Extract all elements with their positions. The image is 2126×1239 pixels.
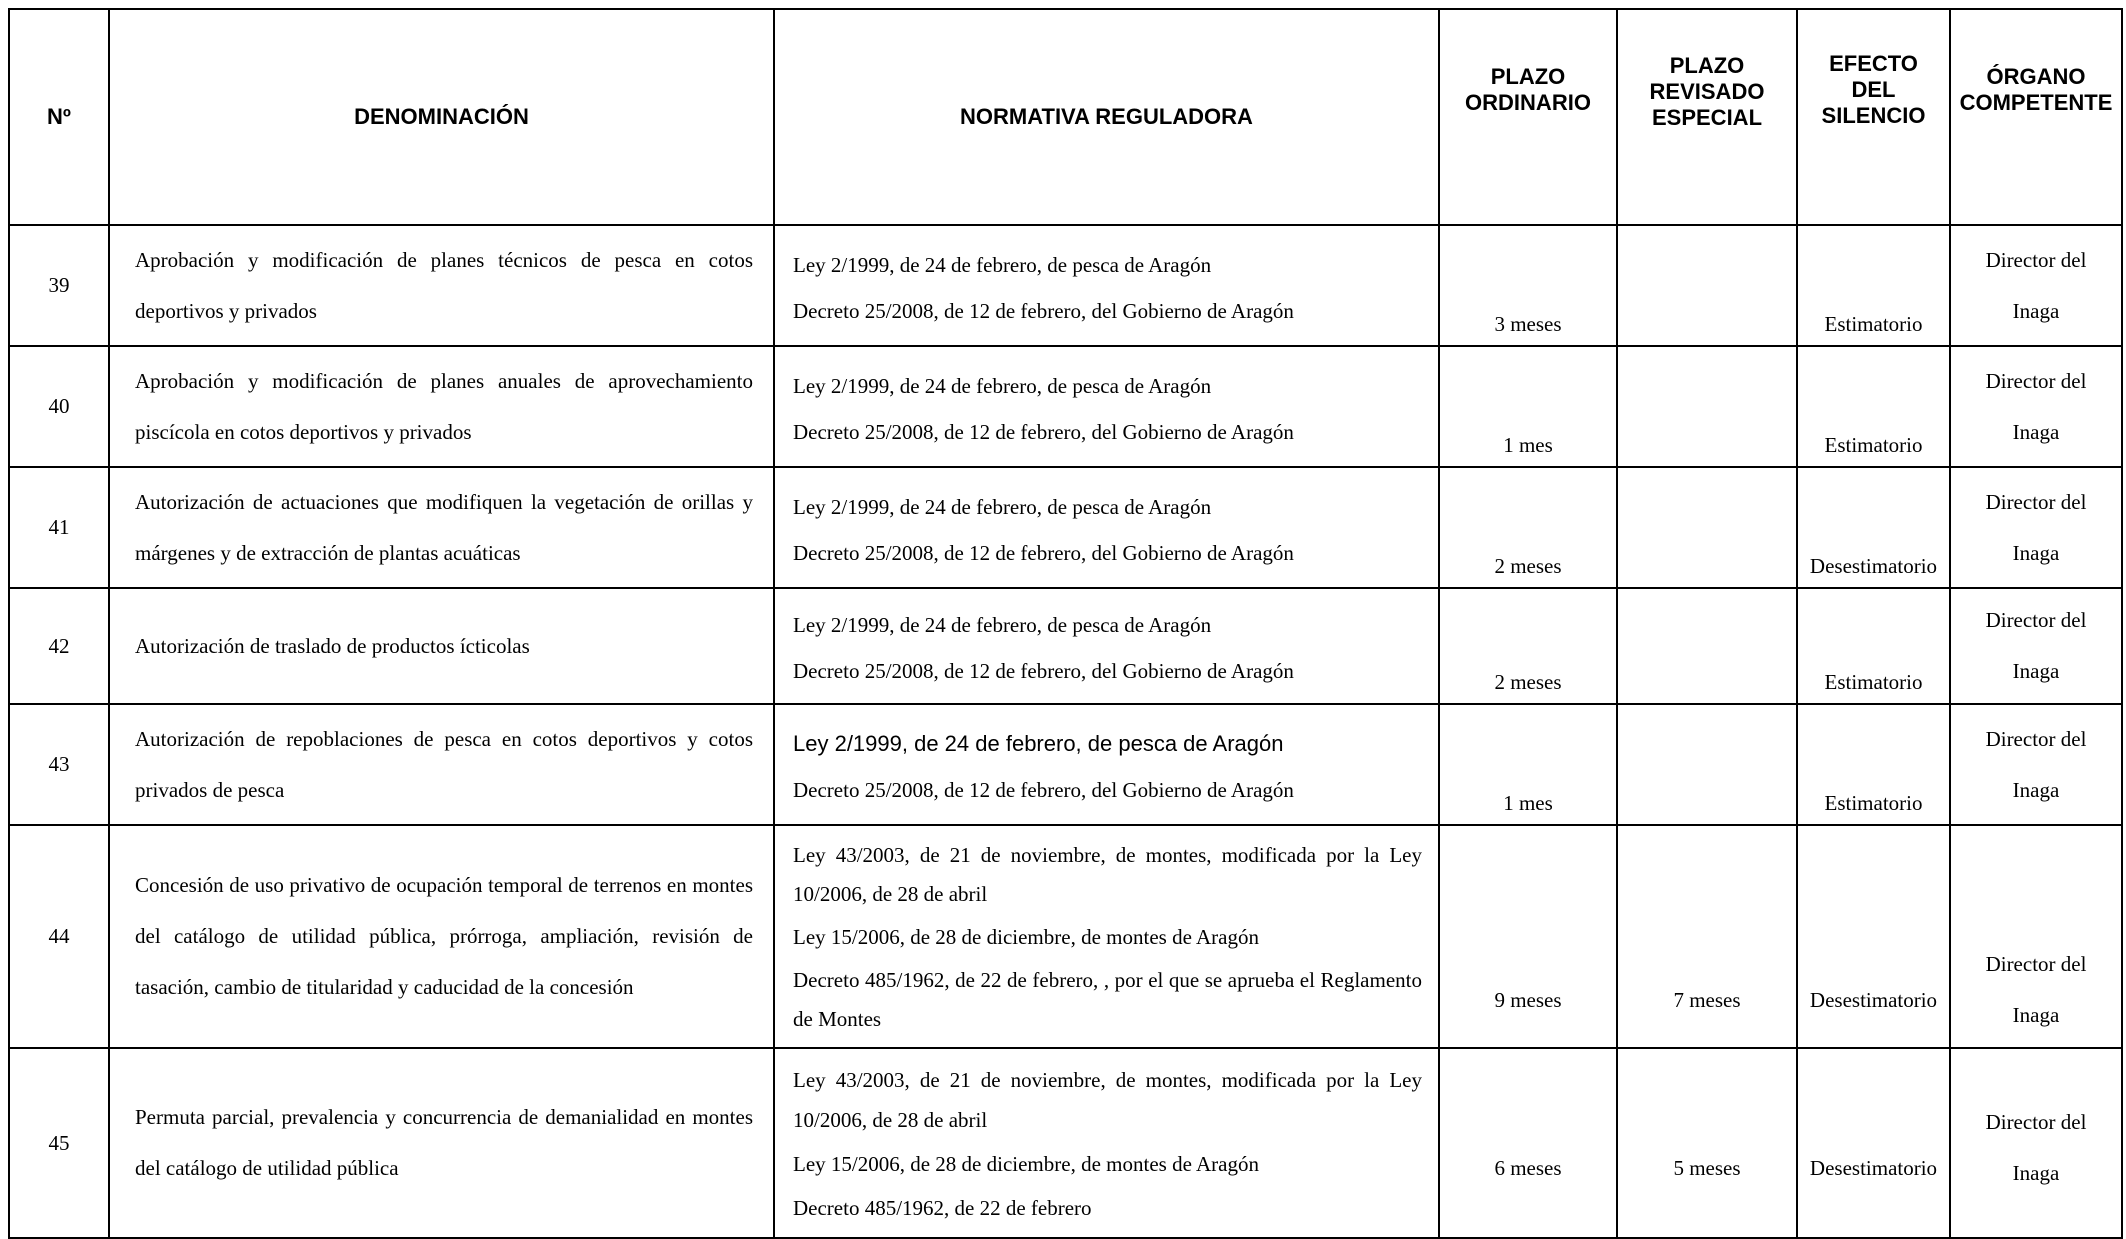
- law-reference: Decreto 25/2008, de 12 de febrero, del Gobierno de Aragón: [793, 659, 1294, 683]
- organo-line: Director del: [1985, 608, 2087, 632]
- row-normativa: [774, 1048, 1439, 1238]
- row-plazo-revisado: [1617, 588, 1797, 704]
- row-organo: [1950, 346, 2122, 467]
- table-row: [9, 704, 2122, 825]
- row-denominacion: Concesión de uso privativo de ocupación temporal de terrenos en montes del catálogo de utilidad pública, prórroga, ampliación, revisión de tasación, cambio de titularidad y caducidad de la concesión: [109, 825, 774, 1048]
- row-efecto-silencio: Estimatorio: [1797, 225, 1950, 346]
- law-reference: Ley 2/1999, de 24 de febrero, de pesca de Aragón: [793, 494, 1212, 519]
- procedures-document: [8, 8, 2123, 1239]
- row-plazo-revisado: [1617, 346, 1797, 467]
- table-row: [9, 467, 2122, 588]
- row-normativa: [774, 704, 1439, 825]
- row-plazo-ordinario: 3 meses: [1439, 225, 1617, 346]
- row-plazo-revisado: [1617, 467, 1797, 588]
- table-row: [9, 225, 2122, 346]
- header-plazo-ordinario: [1439, 9, 1617, 225]
- organo-line: Inaga: [2012, 540, 2060, 565]
- law-reference: Ley 2/1999, de 24 de febrero, de pesca de Aragón: [793, 373, 1212, 398]
- organo-line: Director del: [1985, 1110, 2087, 1134]
- organo-line: Inaga: [2012, 1003, 2060, 1027]
- row-denominacion: Autorización de actuaciones que modifiquen la vegetación de orillas y márgenes y de extracción de plantas acuáticas: [109, 467, 774, 588]
- row-plazo-ordinario: 2 meses: [1439, 588, 1617, 704]
- row-denominacion: Aprobación y modificación de planes anuales de aprovechamiento piscícola en cotos deportivos y privados: [109, 346, 774, 467]
- header-line: ORDINARIO: [1465, 90, 1591, 115]
- row-plazo-revisado: 5 meses: [1617, 1048, 1797, 1238]
- row-denominacion: Aprobación y modificación de planes técnicos de pesca en cotos deportivos y privados: [109, 225, 774, 346]
- row-number: 42: [9, 588, 109, 704]
- row-normativa: [774, 225, 1439, 346]
- row-number: 45: [9, 1048, 109, 1238]
- row-organo: [1950, 467, 2122, 588]
- row-denominacion: Permuta parcial, prevalencia y concurrencia de demanialidad en montes del catálogo de utilidad pública: [109, 1048, 774, 1238]
- organo-line: Inaga: [2012, 659, 2060, 683]
- row-efecto-silencio: Desestimatorio: [1797, 467, 1950, 588]
- law-reference: Ley 2/1999, de 24 de febrero, de pesca de Aragón: [793, 252, 1212, 277]
- header-line: ÓRGANO: [1986, 64, 2086, 89]
- header-line: PLAZO: [1490, 64, 1566, 89]
- procedures-table: [8, 8, 2123, 1239]
- organo-line: Inaga: [2012, 298, 2060, 323]
- organo-line: Director del: [1985, 368, 2087, 393]
- header-line: REVISADO: [1649, 79, 1765, 104]
- row-number: 39: [9, 225, 109, 346]
- row-plazo-revisado: 7 meses: [1617, 825, 1797, 1048]
- organo-line: Director del: [1985, 247, 2087, 272]
- header-organo: [1950, 9, 2122, 225]
- organo-line: Director del: [1985, 952, 2087, 976]
- law-reference: Decreto 25/2008, de 12 de febrero, del Gobierno de Aragón: [793, 419, 1294, 444]
- organo-line: Inaga: [2012, 777, 2060, 802]
- header-line: DEL: [1851, 77, 1896, 102]
- table-row: [9, 588, 2122, 704]
- header-line: ESPECIAL: [1651, 105, 1763, 130]
- table-row: [9, 346, 2122, 467]
- organo-line: Inaga: [2012, 1161, 2060, 1185]
- header-denominacion: DENOMINACIÓN: [109, 9, 774, 225]
- row-plazo-ordinario: 1 mes: [1439, 346, 1617, 467]
- header-efecto: [1797, 9, 1950, 225]
- row-efecto-silencio: Estimatorio: [1797, 704, 1950, 825]
- row-organo: [1950, 825, 2122, 1048]
- row-organo: [1950, 225, 2122, 346]
- table-row: [9, 1048, 2122, 1238]
- law-reference: Ley 43/2003, de 21 de noviembre, de montes, modificada por la Ley 10/2006, de 28 de abril: [793, 843, 1422, 906]
- header-normativa: NORMATIVA REGULADORA: [774, 9, 1439, 225]
- row-efecto-silencio: Estimatorio: [1797, 588, 1950, 704]
- row-normativa: [774, 588, 1439, 704]
- header-plazo-revisado: [1617, 9, 1797, 225]
- law-reference: Ley 43/2003, de 21 de noviembre, de montes, modificada por la Ley 10/2006, de 28 de abril: [793, 1068, 1422, 1132]
- law-reference: Decreto 25/2008, de 12 de febrero, del Gobierno de Aragón: [793, 298, 1294, 323]
- header-line: SILENCIO: [1821, 103, 1926, 128]
- row-efecto-silencio: Desestimatorio: [1797, 1048, 1950, 1238]
- row-organo: [1950, 1048, 2122, 1238]
- row-denominacion: Autorización de repoblaciones de pesca en cotos deportivos y cotos privados de pesca: [109, 704, 774, 825]
- table-row: [9, 825, 2122, 1048]
- row-plazo-ordinario: 1 mes: [1439, 704, 1617, 825]
- law-reference: Ley 15/2006, de 28 de diciembre, de montes de Aragón: [793, 1152, 1259, 1176]
- header-line: COMPETENTE: [1959, 90, 2113, 115]
- row-organo: [1950, 704, 2122, 825]
- law-reference: Decreto 25/2008, de 12 de febrero, del Gobierno de Aragón: [793, 540, 1294, 565]
- row-plazo-ordinario: 6 meses: [1439, 1048, 1617, 1238]
- row-plazo-ordinario: 9 meses: [1439, 825, 1617, 1048]
- row-normativa: [774, 467, 1439, 588]
- law-reference: Decreto 485/1962, de 22 de febrero, , por el que se aprueba el Reglamento de Montes: [793, 968, 1422, 1031]
- header-line: EFECTO: [1829, 51, 1918, 76]
- row-denominacion: Autorización de traslado de productos ícticolas: [109, 588, 774, 704]
- header-line: PLAZO: [1669, 53, 1745, 78]
- row-plazo-ordinario: 2 meses: [1439, 467, 1617, 588]
- row-plazo-revisado: [1617, 704, 1797, 825]
- row-number: 40: [9, 346, 109, 467]
- table-header-row: [9, 9, 2122, 225]
- row-number: 44: [9, 825, 109, 1048]
- header-num: Nº: [9, 9, 109, 225]
- law-reference: Ley 2/1999, de 24 de febrero, de pesca de Aragón: [793, 730, 1284, 756]
- row-normativa: [774, 825, 1439, 1048]
- organo-line: Director del: [1985, 726, 2087, 751]
- row-number: 43: [9, 704, 109, 825]
- row-efecto-silencio: Estimatorio: [1797, 346, 1950, 467]
- law-reference: Ley 15/2006, de 28 de diciembre, de montes de Aragón: [793, 925, 1259, 949]
- law-reference: Ley 2/1999, de 24 de febrero, de pesca de Aragón: [793, 613, 1212, 637]
- row-efecto-silencio: Desestimatorio: [1797, 825, 1950, 1048]
- row-organo: [1950, 588, 2122, 704]
- row-normativa: [774, 346, 1439, 467]
- organo-line: Director del: [1985, 489, 2087, 514]
- row-number: 41: [9, 467, 109, 588]
- organo-line: Inaga: [2012, 419, 2060, 444]
- law-reference: Decreto 485/1962, de 22 de febrero: [793, 1196, 1092, 1220]
- law-reference: Decreto 25/2008, de 12 de febrero, del Gobierno de Aragón: [793, 777, 1294, 802]
- row-plazo-revisado: [1617, 225, 1797, 346]
